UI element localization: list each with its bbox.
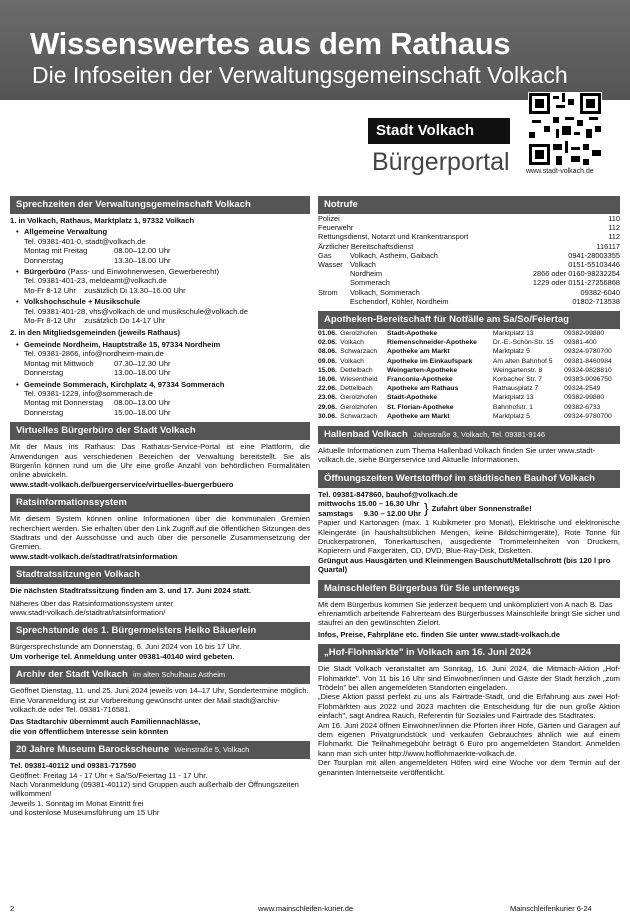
stadt-volkach-logo: Stadt Volkach — [368, 118, 510, 144]
right-column — [318, 196, 620, 782]
header-banner — [0, 0, 630, 100]
notruf-row: Nordheim 2866 oder 0160-98232254 — [350, 269, 620, 279]
section-hallenbad: Hallenbad Volkach Jahnstraße 3, Volkach, Tel. 09381-9146 Aktuelle Informationen zum Thema Hallenbad Volkach finden Sie unter www.stadt-volkach.de, siehe Bürgerservice und Aktuelle Informationen. — [318, 426, 620, 465]
apotheken-table — [318, 329, 620, 421]
section-sprechzeiten: Sprechzeiten der Verwaltungsgemeinschaft Volkach 1. in Volkach, Rathaus, Marktplatz 1, 97332 Volkach • Allgemeine Verwaltung Tel. 09381-401-0, stadt@volkach.de Montag mit Freitag 08.00–12.00 Uhr Donnerstag 13.30–18.00 Uhr • Bürgerbüro (Pass- und Einwohnerwesen, Gewerberecht) Tel. 09381-401-23, meldeamt@volkach.de Mo-Fr 8-12 Uhr zusätzlich Di 13.30–16.00 Uhr • Volkshochschule + Musikschule Tel. 09381-401-28, vhs@volkach.de und musikschule@volkach.de Mo-Fr 8-12 Uhr zusätzlich Do 14-17 Uhr 2. in den Mitgliedsgemeinden (jeweils Rathaus) • Gemeinde Nordheim, Hauptstraße 15, 97334 Nordheim Tel. 09381-2866, info@nordheim-main.de Montag mit Mittwoch 07.30–12.30 Uhr Donnerstag 13.00–18.00 Uhr • Gemeinde Sommerach, Kirchplatz 4, 97334 Sommerach Tel. 09381-1229, info@sommerach.de Montag mit Donnerstag 08.00–13.00 Uhr Donnerstag 15.00–18.00 Uhr — [10, 196, 310, 417]
link-stadtrat[interactable]: www.stadt-volkach.de/stadtrat/ratsinformation/ — [10, 608, 166, 617]
footer-url[interactable]: www.mainschleifen-kurier.de — [258, 904, 354, 913]
apotheke-row: 22.06. Dettelbach Apotheke am Rathaus Rathausplatz 7 09324-2549 — [318, 385, 601, 393]
apotheke-row: 15.06. Dettelbach Weingarten-Apotheke Weingartenstr. 8 09324-9828810 — [318, 366, 612, 374]
apotheke-row: 09.06. Volkach Apotheke im Einkaufspark Am alten Bahnhof 5 09381-8460984 — [318, 357, 612, 365]
qr-code-icon — [528, 92, 602, 166]
section-ratsinformation: Ratsinformationssystem Mit diesem System können online Informationen über die kommunalen Gremien recherchiert werden. Sie erhalten über den Link Zugriff auf die öffentlichen Sitzungen des Stadtrats und der Ausschüsse und auch über die personelle Zusammensetzung der Gremien. www.stadt-volkach.de/stadtrat/ratsinformation — [10, 494, 310, 561]
section-buergerbus: Mainschleifen Bürgerbus für Sie unterwegs Mit dem Bürgerbus kommen Sie jederzeit bequem und unkompliziert von A nach B. Das ehrenamtlich arbeitende Fahrerteam des Bürgerbusses Mainschleife bringt Sie sicher und staufrei an den gewünschten Zielort. Infos, Preise, Fahrpläne etc. finden Sie unter www.stadt-volkach.de — [318, 580, 620, 640]
buergerportal-logo: Bürgerportal — [372, 148, 510, 176]
notruf-row: Strom Volkach, Sommerach 09382-6040 — [318, 287, 620, 297]
section-archiv: Archiv der Stadt Volkach im alten Schulhaus Astheim Geöffnet Dienstag, 11. und 25. Juni 2024 jeweils von 14–17 Uhr, Sondertermine möglich. Eine Voranmeldung ist zur Vorbereitung gewünscht unter der Mail stadt@archiv-volkach.de oder Tel. 09381-716581. Das Stadtarchiv übernimmt auch Familiennachlässe, die von öffentlichem Interesse sein könnten — [10, 666, 310, 736]
section-museum: 20 Jahre Museum Barockscheune Weinstraße 5, Volkach Tel. 09381-40112 und 09381-717590 Geöffnet: Freitag 14 - 17 Uhr + Sa/So/Feiertag 11 - 17 Uhr. Nach Voranmeldung (09381-40112) sind Gruppen auch außerhalb der Öffnungszeiten willkommen! Jeweils 1. Sonntag im Monat Eintritt frei und kostenlose Museumsführung um 15 Uhr — [10, 741, 310, 817]
notruf-row: Ärztlicher Bereitschaftsdienst 116117 — [318, 241, 620, 251]
section-flohmarkt: „Hof-Flohmärkte" in Volkach am 16. Juni 2024 Die Stadt Volkach veranstaltet am Sonntag, 16. Juni 2024, die Mitmach-Aktion „Hof-Flohmärkte". Von 11 bis 16 Uhr sind Einwohner/innen und Gäste der Stadt herzlich „zum Trödeln" bei allen angemeldeten Standorten eingeladen. „Diese Aktion passt perfekt zu uns als Fairtrade-Stadt, und die Erfahrung aus zwei Hof-Flohmärkten aus 2022 und 2023 machten die Entscheidung für die nun große Aktion einfach", sagt Andrea Rauch, Referentin für Soziales und Fairtrade des Stadtrates. Am 16. Juni 2024 öffnen Einwohner/innen die Pforten ihrer Höfe, Gärten und Garagen auf dem eigenen Privatgrundstück und verkaufen Gebrauchtes ähnlich wie auf einem Flohmarkt. Die Teilnahmegebühr beträgt 6 Euro pro angemeldeten Standort. Anmelden kann man sich unter http://www.hofflohmaerkte-volkach.de. Der Tourplan mit allen angemeldeten Höfen wird eine Woche vor dem Termin auf der genannten Internetseite veröffentlicht. — [318, 644, 620, 777]
footer-issue: Mainschleifenkurier 6-24 — [510, 904, 592, 913]
apotheke-row: 29.06. Gerolzhofen St. Florian-Apotheke Bahnhofstr. 1 09382-6733 — [318, 403, 601, 411]
apotheke-row: 16.06. Wiesentheid Franconia-Apotheke Korbacher Str. 7 09383-9096750 — [318, 376, 612, 384]
apotheke-row: 23.06. Gerolzhofen Stadt-Apotheke Marktplatz 13 09382-99880 — [318, 394, 605, 402]
section-notrufe: Notrufe Polizei 110 Feuerwehr 112 Rettungsdienst, Notarzt und Krankentransport 112 Ärztlicher Bereitschaftsdienst 116117 Gas Volkach, Astheim, Gaibach 0941-28003355 Wasser Volkach 0151-55103446 Nordheim 2866 oder 0160-98232254 Sommerach 1229 oder 0151-27256868 Strom Volkach, Sommerach 09382-6040 Eschendorf, Köhler, Nordheim 01802-713538 — [318, 196, 620, 306]
section-buergermeister: Sprechstunde des 1. Bürgermeisters Heiko Bäuerlein Bürgersprechstunde am Donnerstag, 6. Juni 2024 von 16 bis 17 Uhr. Um vorherige tel. Anmeldung unter 09381-40140 wird gebeten. — [10, 622, 310, 661]
notruf-row: Sommerach 1229 oder 0151-27256868 — [350, 278, 620, 288]
link-ratsinformation[interactable]: www.stadt-volkach.de/stadtrat/ratsinformation — [10, 551, 178, 561]
page-subtitle: Die Infoseiten der Verwaltungsgemeinschaft Volkach — [32, 62, 568, 88]
page-number: 2 — [10, 904, 15, 913]
apotheke-row: 08.06. Schwarzach Apotheke am Markt Marktplatz 5 09324-9780700 — [318, 348, 612, 356]
link-virtuelles-buergerbuero[interactable]: www.stadt-volkach.de/buergerservice/virtuelles-buergerbuero — [10, 479, 234, 489]
page-title: Wissenswertes aus dem Rathaus — [30, 26, 511, 61]
brand-url: www.stadt-volkach.de — [526, 168, 594, 175]
section-virtuelles-buergerbuero: Virtuelles Bürgerbüro der Stadt Volkach Mit der Maus ins Rathaus: Das Rathaus-Service-Portal ist eine Plattform, die Anwendungen aus verschiedenen Bereichen der Verwaltung bereitstellt. Sie als Bürger/in können rund um die Uhr eine große Anzahl von behördlichen Formalitäten online abwickeln. www.stadt-volkach.de/buergerservice/virtuelles-buergerbuero — [10, 422, 310, 489]
notruf-row: Rettungsdienst, Notarzt und Krankentransport 112 — [318, 232, 620, 242]
section-apotheken: Apotheken-Bereitschaft für Notfälle am Sa/So/Feiertag 01.06. Gerolzhofen Stadt-Apotheke Marktplatz 13 09382-99880 02.06. Volkach Riemenschneider-Apotheke Dr.-E.-Schön-Str. 15 09381-400 08.06. Schwarzach Apotheke am Markt Marktplatz 5 09324-9780700 09.06. Volkach Apotheke im Einkaufspark Am alten Bahnhof 5 09381-8460984 15.06. Dettelbach Weingarten-Apotheke Weingartenstr. 8 09324-9828810 16.06. Wiesentheid Franconia-Apotheke Korbacher Str. 7 09383-9096750 22.06. Dettelbach Apotheke am Rathaus Rathausplatz 7 09324-2549 23.06. Gerolzhofen Stadt-Apotheke Marktplatz 13 09382-99880 29.06. Gerolzhofen St. Florian-Apotheke Bahnhofstr. 1 09382-6733 30.06. Schwarzach Apotheke am Markt Marktplatz 5 09324-9780700 — [318, 311, 620, 421]
apotheke-row: 01.06. Gerolzhofen Stadt-Apotheke Marktplatz 13 09382-99880 — [318, 330, 605, 338]
notruf-row: Eschendorf, Köhler, Nordheim 01802-713538 — [350, 296, 620, 306]
notruf-row: Polizei 110 — [318, 214, 620, 223]
section-header: Sprechzeiten der Verwaltungsgemeinschaft Volkach — [10, 196, 310, 214]
left-column — [10, 196, 310, 823]
section-stadtratssitzungen: Stadtratssitzungen Volkach Die nächsten Stadtratssitzung finden am 3. und 17. Juni 2024 statt. Näheres über das Ratsinformationssystem unter www.stadt-volkach.de/stadtrat/ratsinformation/ — [10, 566, 310, 617]
apotheke-row: 02.06. Volkach Riemenschneider-Apotheke Dr.-E.-Schön-Str. 15 09381-400 — [318, 339, 597, 347]
notruf-row: Wasser Volkach 0151-55103446 — [318, 260, 620, 270]
notruf-row: Gas Volkach, Astheim, Gaibach 0941-28003355 — [318, 250, 620, 260]
notruf-row: Feuerwehr 112 — [318, 223, 620, 233]
notrufe-table — [318, 214, 620, 306]
section-wertstoffhof: Öffnungszeiten Wertstoffhof im städtischen Bauhof Volkach Tel. 09381-847860, bauhof@volkach.de mittwochs 15.00 – 16.30 Uhr samstags 9.30 – 12.00 Uhr } Zufahrt über Sonnenstraße! Papier und Kartonagen (max. 1 Kubikmeter pro Monat), Elektrische und elektronische Kleingeräte (in haushaltsüblichen Mengen, keine Bildschirmgeräte), Rote Tonne für Druckerpatronen, Tonerkartuschen, ausgediente Trommeleinheiten von Druckern, Kopierern und Faxgeräten, CD, DVD, Blue-Ray-Disk, Disketten. Grüngut aus Hausgärten und Kleinmengen Bauschutt/Metallschrott (bis 120 l pro Quartal) — [318, 470, 620, 575]
apotheke-row: 30.06. Schwarzach Apotheke am Markt Marktplatz 5 09324-9780700 — [318, 412, 612, 420]
